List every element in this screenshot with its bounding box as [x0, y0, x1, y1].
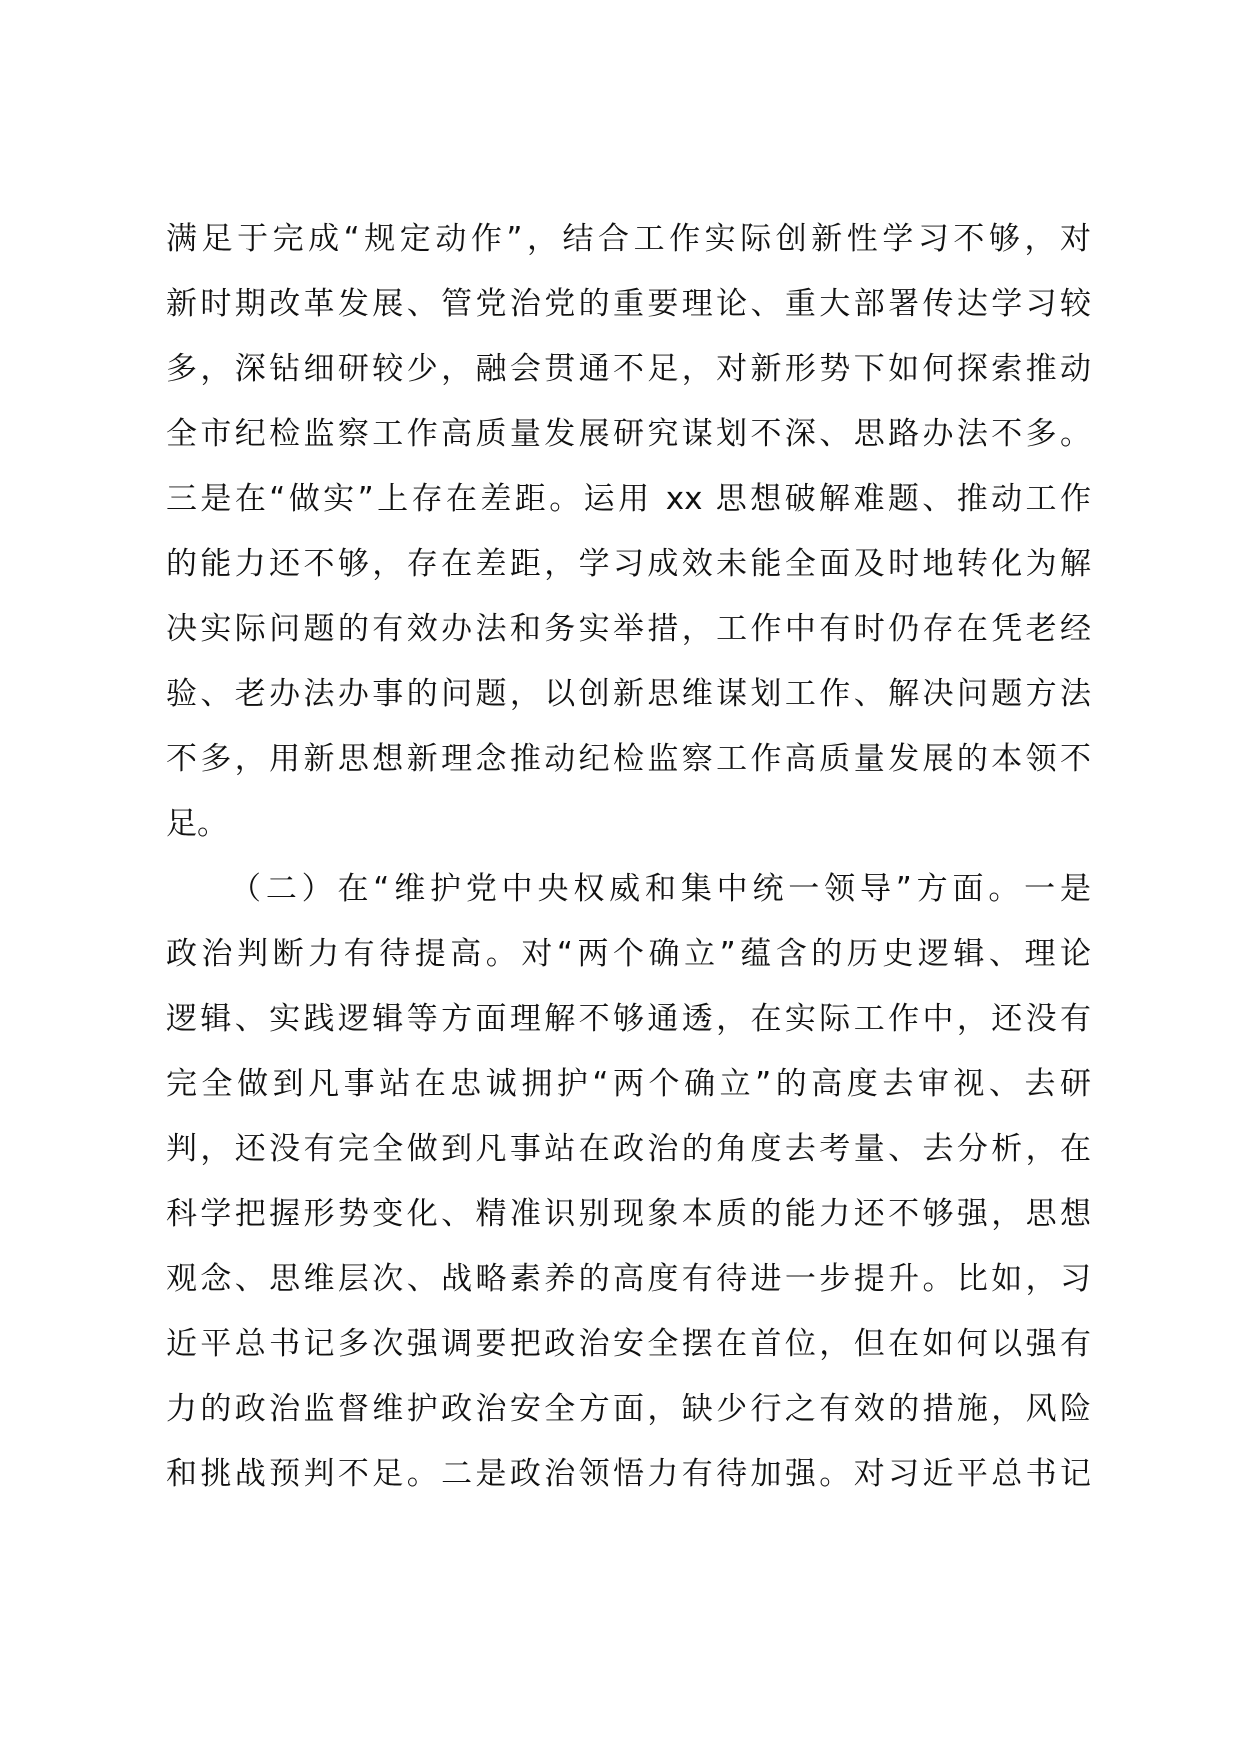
paragraph-1	[166, 207, 1091, 857]
body-text	[166, 207, 1091, 1507]
paragraph-2	[166, 857, 1091, 1507]
text-line: 近平总书记多次强调要把政治安全摆在首位，但在如何以强有	[166, 1326, 1091, 1362]
text-line: 判，还没有完全做到凡事站在政治的角度去考量、去分析，在	[166, 1131, 1091, 1167]
text-line: 完全做到凡事站在忠诚拥护“两个确立”的高度去审视、去研	[166, 1066, 1091, 1102]
text-line: 和挑战预判不足。二是政治领悟力有待加强。对习近平总书记	[166, 1456, 1091, 1492]
text-line: 满足于完成“规定动作”，结合工作实际创新性学习不够，对	[166, 221, 1091, 257]
text-line: 新时期改革发展、管党治党的重要理论、重大部署传达学习较	[166, 286, 1091, 322]
text-line: 足。	[166, 806, 228, 842]
text-line: 决实际问题的有效办法和务实举措，工作中有时仍存在凭老经	[166, 611, 1091, 647]
text-line: 三是在“做实”上存在差距。运用 xx 思想破解难题、推动工作	[166, 481, 1091, 517]
text-line: 验、老办法办事的问题，以创新思维谋划工作、解决问题方法	[166, 676, 1091, 712]
text-line: 政治判断力有待提高。对“两个确立”蕴含的历史逻辑、理论	[166, 936, 1091, 972]
text-line: 的能力还不够，存在差距，学习成效未能全面及时地转化为解	[166, 546, 1091, 582]
text-line: 观念、思维层次、战略素养的高度有待进一步提升。比如，习	[166, 1261, 1091, 1297]
text-line: 多，深钻细研较少，融会贯通不足，对新形势下如何探索推动	[166, 351, 1091, 387]
text-line: 逻辑、实践逻辑等方面理解不够通透，在实际工作中，还没有	[166, 1001, 1091, 1037]
text-line: 科学把握形势变化、精准识别现象本质的能力还不够强，思想	[166, 1196, 1091, 1232]
text-line: 不多，用新思想新理念推动纪检监察工作高质量发展的本领不	[166, 741, 1091, 777]
text-line: 全市纪检监察工作高质量发展研究谋划不深、思路办法不多。	[166, 416, 1091, 452]
text-line: 力的政治监督维护政治安全方面，缺少行之有效的措施，风险	[166, 1391, 1091, 1427]
text-line: （二）在“维护党中央权威和集中统一领导”方面。一是	[230, 871, 1091, 907]
